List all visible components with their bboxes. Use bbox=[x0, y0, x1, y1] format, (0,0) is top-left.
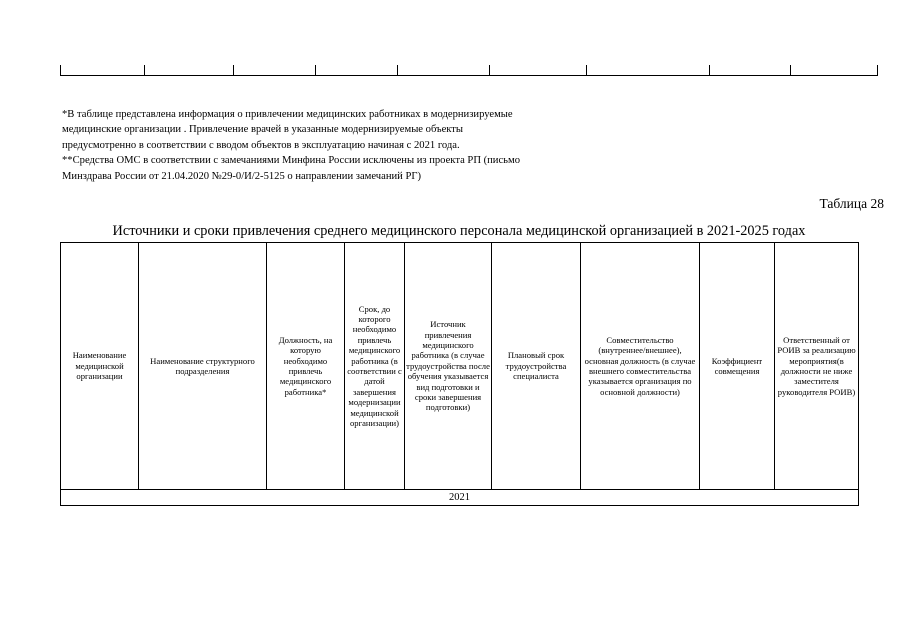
footnote-line: предусмотренно в соответствии с вводом объектов в эксплуатацию начиная с 2021 года. bbox=[62, 139, 460, 151]
column-header-coefficient: Коэффициент совмещения bbox=[700, 243, 775, 490]
column-header-source: Источник привлечения медицинского работника (в случае трудоустройства после обучения указывается вид подготовки и сроки завершения подготовки) bbox=[405, 243, 492, 490]
footnotes bbox=[62, 107, 662, 184]
table-header-row bbox=[61, 243, 859, 490]
table-column-divider bbox=[790, 65, 791, 75]
column-header-responsible: Ответственный от РОИВ за реализацию мероприятия(в должности не ниже заместителя руководителя РОИВ) bbox=[775, 243, 859, 490]
column-header-deadline: Срок, до которого необходимо привлечь медицинского работника (в соответствии с датой завершения модернизации медицинской организации) bbox=[345, 243, 405, 490]
table-column-divider bbox=[586, 65, 587, 75]
table-column-divider bbox=[60, 65, 61, 75]
column-header-planned-employment: Плановый срок трудоустройства специалиста bbox=[492, 243, 581, 490]
table-column-divider bbox=[489, 65, 490, 75]
footnote-line: Минздрава России от 21.04.2020 №29-0/И/2-5125 о направлении замечаний РГ) bbox=[62, 170, 422, 182]
column-header-organization: Наименование медицинской организации bbox=[61, 243, 139, 490]
column-header-department: Наименование структурного подразделения bbox=[139, 243, 267, 490]
table-column-divider bbox=[397, 65, 398, 75]
personnel-sources-table bbox=[60, 242, 859, 506]
footnote-line: **Средства ОМС в соответствии с замечаниями Минфина России исключены из проекта РП (письмо bbox=[62, 155, 521, 167]
column-header-position: Должность, на которую необходимо привлечь медицинского работника* bbox=[267, 243, 345, 490]
table-column-divider bbox=[709, 65, 710, 75]
previous-table-bottom-row bbox=[60, 65, 878, 76]
table-column-divider bbox=[144, 65, 145, 75]
footnote-line: медицинские организации . Привлечение врачей в указанные модернизируемые объекты bbox=[62, 124, 464, 136]
table-column-divider bbox=[233, 65, 234, 75]
table-number: Таблица 28 bbox=[819, 196, 884, 211]
year-row-cell: 2021 bbox=[61, 490, 859, 506]
column-header-combination: Совместительство (внутреннее/внешнее), основная должность (в случае внешнего совместительства указывается организация по основной должности) bbox=[581, 243, 700, 490]
footnote-line: *В таблице представлена информация о привлечении медицинских работниках в модернизируемые bbox=[62, 109, 513, 120]
table-title: Источники и сроки привлечения среднего медицинского персонала медицинской организацией в 2021-2025 годах bbox=[112, 223, 806, 239]
table-column-divider bbox=[315, 65, 316, 75]
table-column-divider bbox=[877, 65, 878, 75]
table-row bbox=[61, 490, 859, 506]
